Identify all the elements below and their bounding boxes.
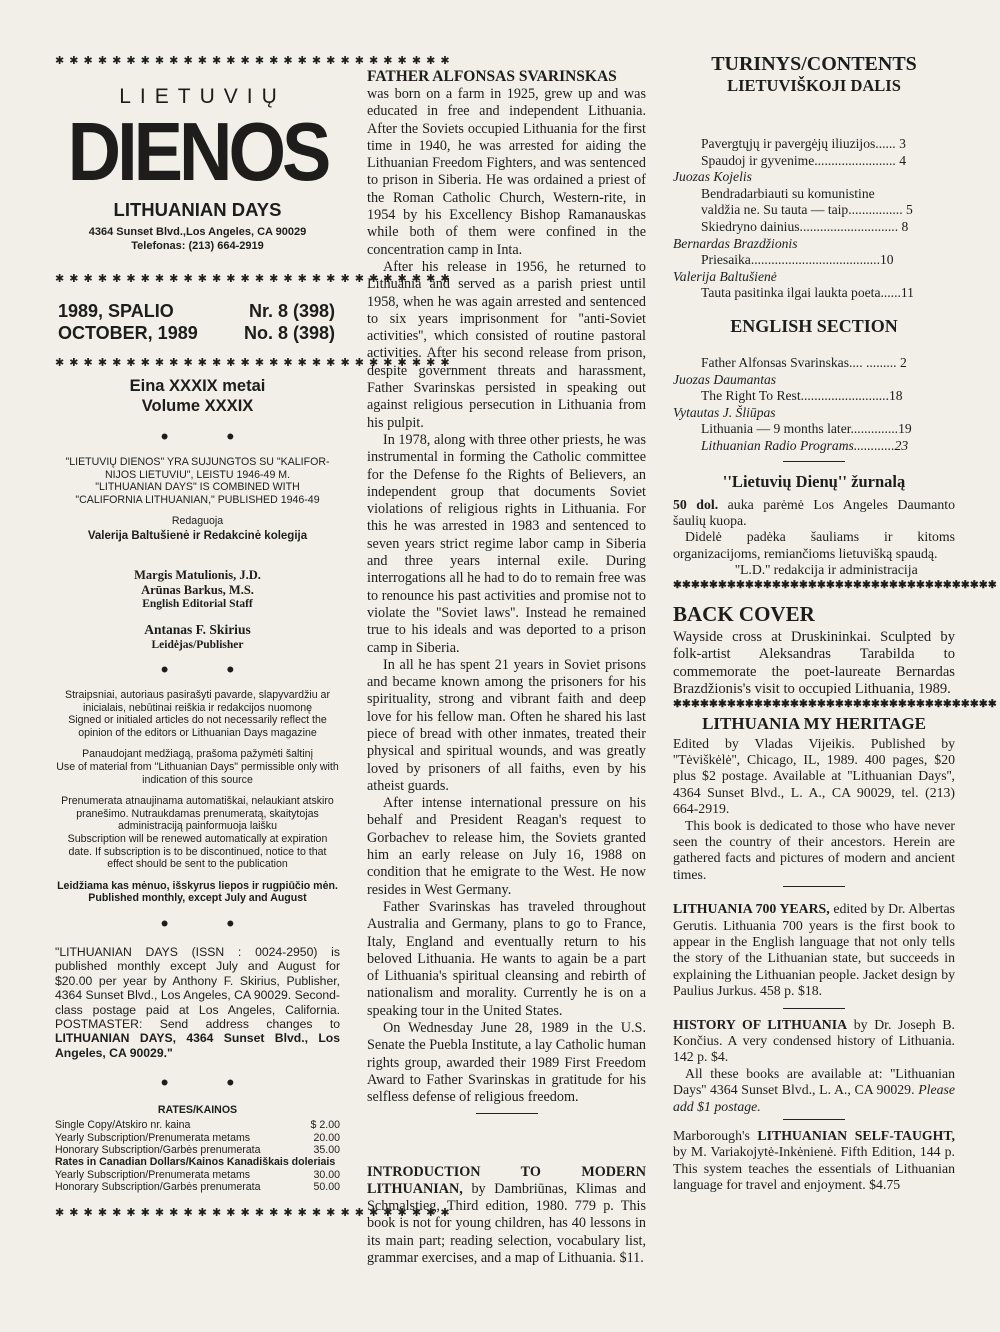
staff-role: English Editorial Staff xyxy=(142,597,253,610)
history-availability xyxy=(673,1066,955,1115)
bullet-divider: • • xyxy=(160,1070,261,1096)
rate-value: 30.00 xyxy=(313,1168,340,1181)
issue-en xyxy=(55,323,340,344)
address: 4364 Sunset Blvd.,Los Angeles, CA 90029 xyxy=(88,226,307,238)
intro-book xyxy=(367,1164,646,1268)
renewal-lt: Prenumerata atnaujinama automatiškai, nelaukiant atskiro pranešimo. Nutraukdamas prenumeratą, skaitytojas administraciją painformuoja laišku xyxy=(61,795,334,833)
history-book xyxy=(673,1017,955,1066)
rate-value: $ 2.00 xyxy=(310,1119,340,1132)
rates-title: RATES/KAINOS xyxy=(157,1104,238,1117)
masthead-logo: DIENOS xyxy=(67,104,328,198)
combined-en: "LITHUANIAN DAYS" IS COMBINED WITH "CALIFORNIA LITHUANIAN," PUBLISHED 1946-49 xyxy=(75,481,320,506)
self-taught-book xyxy=(673,1128,955,1194)
contents-lt-list xyxy=(673,136,955,302)
rate-row xyxy=(55,1144,340,1156)
issue-en-number: No. 8 (398) xyxy=(243,323,335,343)
masthead-top-word: LIETUVIŲ xyxy=(119,85,286,108)
toc-entry: valdžia ne. Su tauta — taip................ 5 xyxy=(701,202,913,218)
donation-thanks: Didelė padėka šauliams ir kitoms organizacijoms, remiančioms lietuvišką spaudą. xyxy=(673,529,955,561)
history-availability-text: All these books are available at: ''Lithuanian Days'' 4364 Sunset Blvd., L. A., CA 90029. xyxy=(673,1065,955,1098)
book-700 xyxy=(673,901,955,999)
rate-value: 50.00 xyxy=(313,1181,340,1194)
masthead xyxy=(55,0,451,1219)
donation-signature: ''L.D.'' redakcija ir administracija xyxy=(735,562,918,578)
section-divider xyxy=(783,1119,845,1120)
donation-amount: 50 dol. xyxy=(673,496,719,512)
toc-author: Vytautas J. Šliūpas xyxy=(673,404,776,420)
back-cover-title: BACK COVER xyxy=(673,601,815,626)
article-title: FATHER ALFONSAS SVARINSKAS xyxy=(367,68,617,85)
bullet-divider: • • xyxy=(160,656,261,682)
toc-entry: Priesaika......................................10 xyxy=(701,252,894,268)
material-lt: Panaudojant medžiagą, prašoma pažymėti šaltinį xyxy=(82,748,313,761)
publisher-role: Leidėjas/Publisher xyxy=(151,638,244,651)
volume-lt: Eina XXXIX metai xyxy=(129,377,266,395)
book-700-text: edited by Dr. Albertas Gerutis. Lithuania 700 years is the first book to appear in the English language that not only tells the story of the Lithuanian state, but succeeds in explaining the Lithuanian people. Jacket design by Paulius Jurkus. 458 p. $18. xyxy=(673,901,956,999)
issue-lt-number: Nr. 8 (398) xyxy=(248,301,335,321)
issue-lt-date: 1989, SPALIO xyxy=(58,301,174,321)
staff-2: Arūnas Barkus, M.S. xyxy=(141,582,254,597)
self-taught-title: LITHUANIAN SELF-TAUGHT, xyxy=(757,1128,955,1144)
star-divider: ✱✱✱✱✱✱✱✱✱✱✱✱✱✱✱✱✱✱✱✱✱✱✱✱✱✱✱✱✱✱✱✱✱✱✱✱ xyxy=(673,697,997,710)
donation-text xyxy=(673,497,955,530)
disclaimer-lt: Straipsniai, autoriaus pasirašyti pavarde, slapyvardžiu ar inicialais, nebūtinai reiškia ir redakcijos nuomonę xyxy=(65,688,330,714)
toc-entry: Lithuanian Radio Programs............23 xyxy=(701,437,909,453)
toc-author: Juozas Daumantas xyxy=(673,371,777,387)
toc-author: Valerija Baltušienė xyxy=(673,268,777,284)
contents-subtitle: LIETUVIŠKOJI DALIS xyxy=(727,76,901,95)
contents-en-list xyxy=(673,355,955,455)
rate-label: Yearly Subscription/Prenumerata metams xyxy=(55,1168,251,1181)
article-paragraph: In 1978, along with three other priests, he was instrumental in forming the Catholic committee for the Defense fo the Rights of Believers, an independent group that documents Soviet violations of religious rights in Lithuania. For this he was arrested in 1983 and sentenced to seven years strict regime labor camp in Siberia and three years internal exile. During interrogations all he had to do to remain free was to renounce his past activities and promise not to violate the ''Soviet laws''. Instead he remained true to his ideals and was deported to a prison camp in Siberia. xyxy=(367,431,646,656)
rate-label: Yearly Subscription/Prenumerata metams xyxy=(55,1131,251,1144)
rate-row xyxy=(55,1169,340,1181)
star-divider: ✱ ✱ ✱ ✱ ✱ ✱ ✱ ✱ ✱ ✱ ✱ ✱ ✱ ✱ ✱ ✱ ✱ ✱ ✱ ✱ ✱ ✱ ✱ ✱ ✱ ✱ ✱ ✱ xyxy=(55,1206,451,1219)
self-taught-text: by M. Variakojytė-Inkėnienė. Fifth Edition, 144 p. This system teaches the essentials of Lithuanian language for travel and enjoyment. $4.75 xyxy=(673,1144,955,1193)
rates-table xyxy=(55,1119,340,1156)
star-divider: ✱ ✱ ✱ ✱ ✱ ✱ ✱ ✱ ✱ ✱ ✱ ✱ ✱ ✱ ✱ ✱ ✱ ✱ ✱ ✱ ✱ ✱ ✱ ✱ ✱ ✱ ✱ ✱ xyxy=(55,357,451,369)
article-column xyxy=(367,68,646,1267)
rates-canada-table xyxy=(55,1169,340,1194)
combined-lt: "LIETUVIŲ DIENOS" YRA SUJUNGTOS SU "KALIFOR-NIJOS LIETUVIU", LEISTU 1946-49 M. xyxy=(65,456,330,481)
history-book-text: by Dr. Joseph B. Končius. A very condensed history of Lithuania. 142 p. $4. xyxy=(673,1016,955,1065)
rate-value: 20.00 xyxy=(313,1131,340,1144)
edited-by: Valerija Baltušienė ir Redakcinė kolegija xyxy=(87,529,308,542)
toc-entry: Spaudoj ir gyvenime........................ 4 xyxy=(701,152,907,168)
rate-row xyxy=(55,1132,340,1144)
star-divider: ✱ ✱ ✱ ✱ ✱ ✱ ✱ ✱ ✱ ✱ ✱ ✱ ✱ ✱ ✱ ✱ ✱ ✱ ✱ ✱ ✱ ✱ ✱ ✱ ✱ ✱ ✱ ✱ xyxy=(55,273,451,285)
postal-notice-text: "LITHUANIAN DAYS (ISSN : 0024-2950) is published monthly except July and August for $20.00 per year by Anthony F. Skirius, Publisher, 4364 Sunset Blvd., Los Angeles, CA 90029. Second-class postage paid at Los Angeles, California. POSTMASTER: Send address changes to xyxy=(55,944,340,1031)
disclaimer-en: Signed or initialed articles do not necessarily reflect the opinion of the editors or Lithuanian Days magazine xyxy=(68,714,327,739)
postal-notice xyxy=(55,945,340,1060)
section-divider xyxy=(476,1113,538,1114)
postal-notice-address: LITHUANIAN DAYS, 4364 Sunset Blvd., Los Angeles, CA 90029." xyxy=(55,1031,340,1060)
toc-entry: Lithuania — 9 months later..............19 xyxy=(701,421,912,437)
article-paragraph: After his release in 1956, he returned to Lithuania and served as a parish priest until 1958, when he was again arrested and sentenced to six years imprisonment for ''anti-Soviet activities'', which consisted of routine pastoral activities. After his second release from prison, despite government threats and harassment, Father Svarinskas persisted in speaking out against religious persecution in Lithuania from his pulpit. xyxy=(367,258,646,431)
article-paragraph: On Wednesday June 28, 1989 in the U.S. Senate the Puebla Institute, a lay Catholic human rights group, awarded their 1989 First Freedom Award to Father Svarinskas in gratitude for his selfless defense of religious freedom. xyxy=(367,1020,646,1106)
contents-column xyxy=(673,52,997,1194)
english-name: LITHUANIAN DAYS xyxy=(113,199,282,220)
rate-value: 35.00 xyxy=(313,1143,340,1156)
toc-entry: Skiedryno dainius............................. 8 xyxy=(701,218,909,234)
donation-title: ''Lietuvių Dienų'' žurnalą xyxy=(722,471,906,491)
intro-book-title: INTRODUCTION TO MODERN LITHUANIAN, xyxy=(367,1163,646,1197)
volume-en: Volume XXXIX xyxy=(141,397,254,415)
rate-row xyxy=(55,1181,340,1193)
monthly-lt: Leidžiama kas mėnuo, išskyrus liepos ir rugpiūčio mėn. xyxy=(57,879,338,892)
star-divider: ✱ ✱ ✱ ✱ ✱ ✱ ✱ ✱ ✱ ✱ ✱ ✱ ✱ ✱ ✱ ✱ ✱ ✱ ✱ ✱ ✱ ✱ ✱ ✱ ✱ ✱ ✱ ✱ xyxy=(55,55,451,67)
renewal-en: Subscription will be renewed automatically at expiration date. If subscription is to be discontinued, notice to that effect should be sent to the publication xyxy=(67,832,328,871)
heritage-title: LITHUANIA MY HERITAGE xyxy=(702,713,926,733)
article-paragraph: After intense international pressure on his behalf and President Reagan's request to Gorbachev to release him, the Soviets granted him an early release on July 16, 1988 on condition that he emigrate to the West. He now resides in West Germany. xyxy=(367,795,646,898)
history-book-title: HISTORY OF LITHUANIA xyxy=(673,1016,848,1032)
rates-canada-body xyxy=(55,1169,340,1194)
toc-entry: Tauta pasitinka ilgai laukta poeta......11 xyxy=(701,285,914,301)
self-taught-pre: Marborough's xyxy=(673,1128,758,1144)
toc-entry: The Right To Rest..........................18 xyxy=(701,388,903,404)
rate-label: Honorary Subscription/Garbės prenumerata xyxy=(55,1181,261,1194)
bullet-divider: • • xyxy=(160,910,261,936)
staff-1: Margis Matulionis, J.D. xyxy=(134,567,261,582)
rate-row xyxy=(55,1119,340,1131)
article-paragraph: Father Svarinskas has traveled throughout Australia and Germany, plans to go to France, Italy, England and eventually return to his beloved Lithuania. He wants to again be a part of Lithuania's spiritual cleansing and rebirth of nationalism and morality. Currently he is on a speaking tour in the United States. xyxy=(367,898,646,1019)
toc-entry: Bendradarbiauti su komunistine xyxy=(701,185,875,201)
issue-en-date: OCTOBER, 1989 xyxy=(58,323,198,343)
publisher: Antanas F. Skirius xyxy=(144,621,251,637)
back-cover-text: Wayside cross at Druskininkai. Sculpted by folk-artist Aleksandras Tarabilda to commemorate the poet-laureate Bernardas Brazdžionis's visit to occupied Lithuania, 1989. xyxy=(673,628,955,698)
rate-label: Single Copy/Atskiro nr. kaina xyxy=(55,1119,191,1132)
article-body xyxy=(367,86,646,1107)
rates-body xyxy=(55,1119,340,1156)
bullet-divider: • • xyxy=(160,424,261,449)
toc-author: Bernardas Brazdžionis xyxy=(673,235,798,251)
section-divider xyxy=(783,461,845,462)
section-divider xyxy=(783,1008,845,1009)
heritage-text: Edited by Vladas Vijeikis. Published by ''Tėviškėlė'', Chicago, IL, 1989. 400 pages, $20 plus $2 postage. Available at ''Lithuanian Days'', 4364 Sunset Blvd., L. A., CA 90029, tel. (213) 664-2919. xyxy=(673,735,955,817)
section-divider xyxy=(783,886,845,887)
rates-canada-title: Rates in Canadian Dollars/Kainos Kanadiškais doleriais xyxy=(55,1156,336,1169)
toc-entry: Father Alfonsas Svarinskas.... ......... 2 xyxy=(701,354,907,370)
issue-lt xyxy=(55,301,340,322)
material-en: Use of material from "Lithuanian Days" permissible only with indication of this source xyxy=(56,760,339,786)
toc-entry: Pavergtųjų ir pavergėjų iliuzijos...... 3 xyxy=(701,136,906,151)
rate-label: Honorary Subscription/Garbės prenumerata xyxy=(55,1143,261,1156)
intro-book-text: by Dambriūnas, Klimas and Schmalstieg, Third edition, 1980. 779 p. This book is not for young children, has 40 lessons in its main part; reading selection, vocabulary list, grammar exercises, and a map of Lithuania. $11. xyxy=(367,1180,646,1266)
phone: Telefonas: (213) 664-2919 xyxy=(131,240,264,252)
article-paragraph: In all he has spent 21 years in Soviet prisons and became known among the prisoners for his spirituality, strong and vibrant faith and deep love for his fellow man. Often he shared his last piece of bread with other inmates, treated their physical and spiritual wounds, and was greatly loved by prisoners of all faiths, even by his atheist guards. xyxy=(367,656,646,794)
heritage-text-2: This book is dedicated to those who have never seen the country of their ancestors. Herein are gathered facts and pictures of modern and ancient times. xyxy=(673,817,955,882)
contents-title: TURINYS/CONTENTS xyxy=(711,53,917,75)
article-paragraph: was born on a farm in 1925, grew up and was educated in free and independent Lithuania. After the Soviets occupied Lithuania for the first time in 1940, he was arrested for aiding the Lithuanian Freedom Fighters, and was sentenced to prison in Siberia. He was ordained a priest of the Roman Catholic Church, Western-rite, in 1954 by his Excellency Bishop Ramanauskas while both of them were confined in the concentration camp in Inta. xyxy=(367,86,646,258)
book-700-title: LITHUANIA 700 YEARS, xyxy=(673,901,830,917)
history-postage: Please add $1 postage. xyxy=(673,1082,955,1114)
english-section-title: ENGLISH SECTION xyxy=(730,315,898,336)
toc-author: Juozas Kojelis xyxy=(673,169,752,185)
star-divider: ✱✱✱✱✱✱✱✱✱✱✱✱✱✱✱✱✱✱✱✱✱✱✱✱✱✱✱✱✱✱✱✱✱✱✱✱ xyxy=(673,578,997,591)
monthly-en: Published monthly, except July and August xyxy=(88,892,307,905)
edited-label: Redaguoja xyxy=(171,515,224,528)
donation-text-body: auka parėmė Los Angeles Daumanto šaulių kuopa. xyxy=(673,496,955,528)
